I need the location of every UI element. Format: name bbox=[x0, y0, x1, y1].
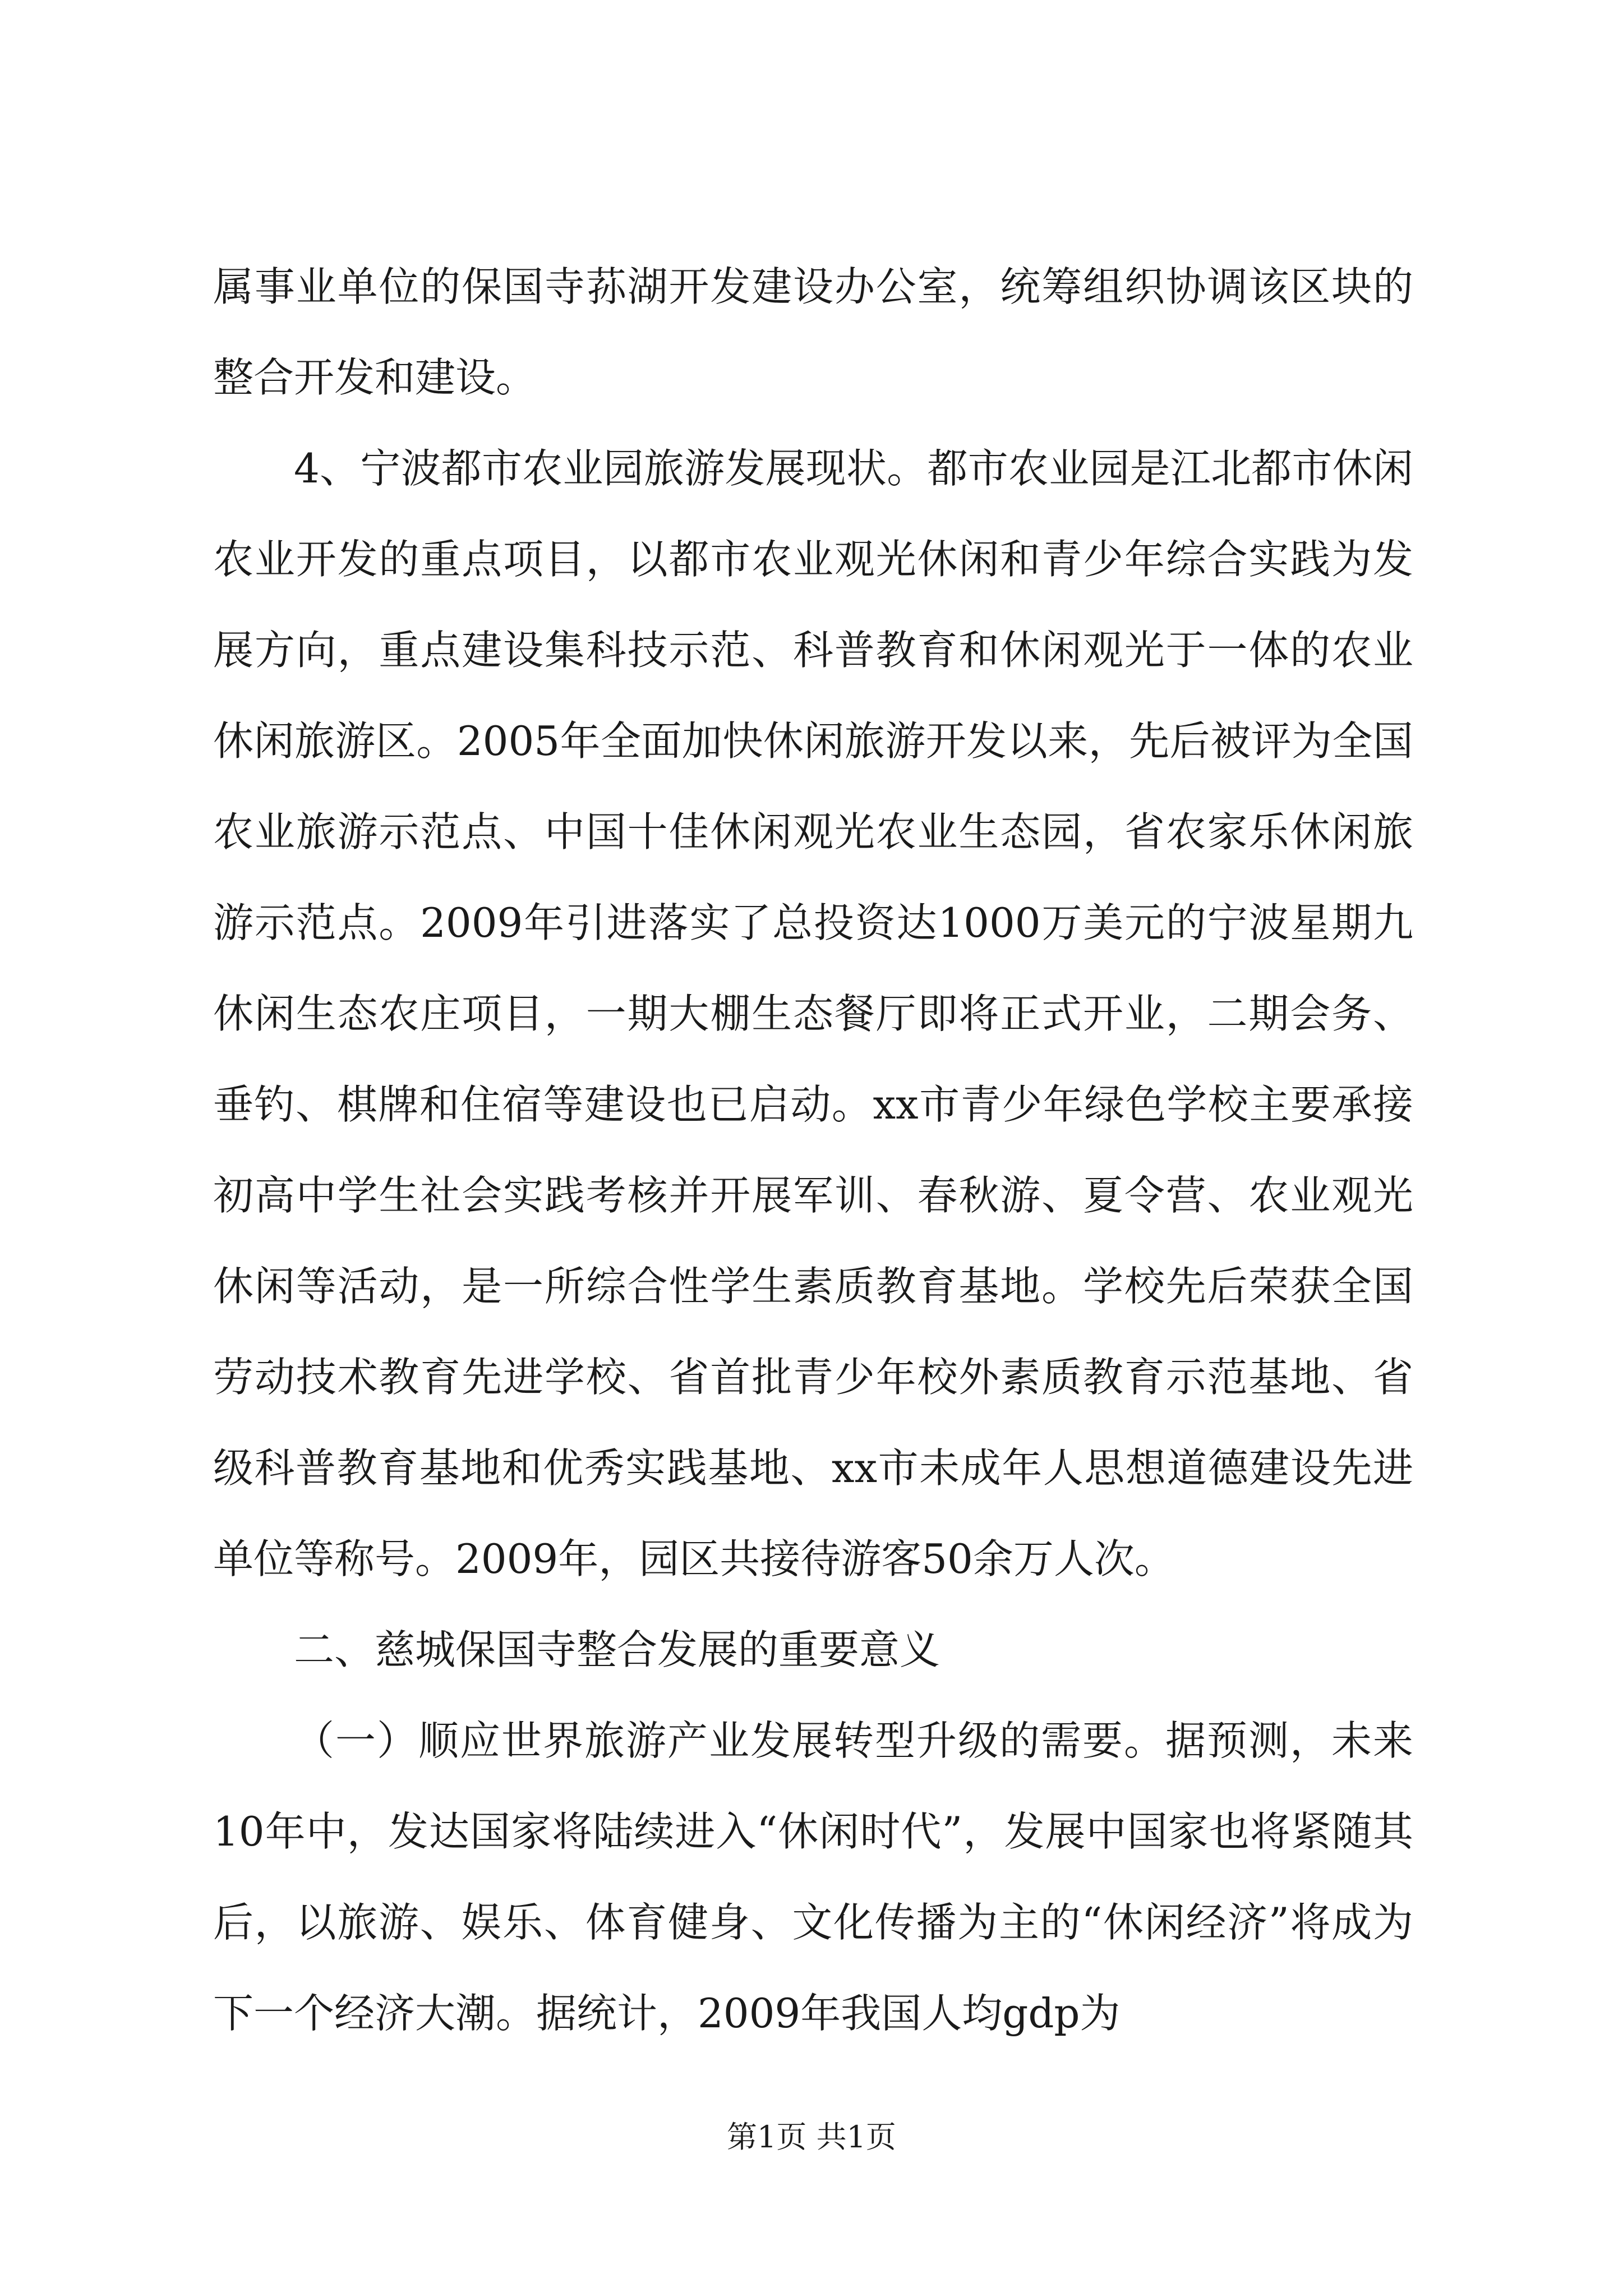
page-footer: 第1页 共1页 bbox=[727, 2119, 896, 2155]
document-body bbox=[213, 241, 1413, 2059]
section-heading: 二、慈城保国寺整合发展的重要意义 bbox=[294, 1626, 940, 1673]
paragraph-3: （一）顺应世界旅游产业发展转型升级的需要。据预测，未来10年中，发达国家将陆续进入“休闲时代”，发展中国家也将紧随其后，以旅游、娱乐、体育健身、文化传播为主的“休闲经济”将成为下一个经济大潮。据统计，2009年我国人均gdp为 bbox=[213, 1717, 1413, 2037]
paragraph-2: 4、宁波都市农业园旅游发展现状。都市农业园是江北都市休闲农业开发的重点项目，以都市农业观光休闲和青少年综合实践为发展方向，重点建设集科技示范、科普教育和休闲观光于一体的农业休闲旅游区。2005年全面加快休闲旅游开发以来，先后被评为全国农业旅游示范点、中国十佳休闲观光农业生态园，省农家乐休闲旅游示范点。2009年引进落实了总投资达1000万美元的宁波星期九休闲生态农庄项目，一期大棚生态餐厅即将正式开业，二期会务、垂钓、棋牌和住宿等建设也已启动。xx市青少年绿色学校主要承接初高中学生社会实践考核并开展军训、春秋游、夏令营、农业观光休闲等活动，是一所综合性学生素质教育基地。学校先后荣获全国劳动技术教育先进学校、省首批青少年校外素质教育示范基地、省级科普教育基地和优秀实践基地、xx市未成年人思想道德建设先进单位等称号。2009年，园区共接待游客50余万人次。 bbox=[213, 445, 1413, 1582]
paragraph-1: 属事业单位的保国寺荪湖开发建设办公室，统筹组织协调该区块的整合开发和建设。 bbox=[213, 263, 1413, 401]
